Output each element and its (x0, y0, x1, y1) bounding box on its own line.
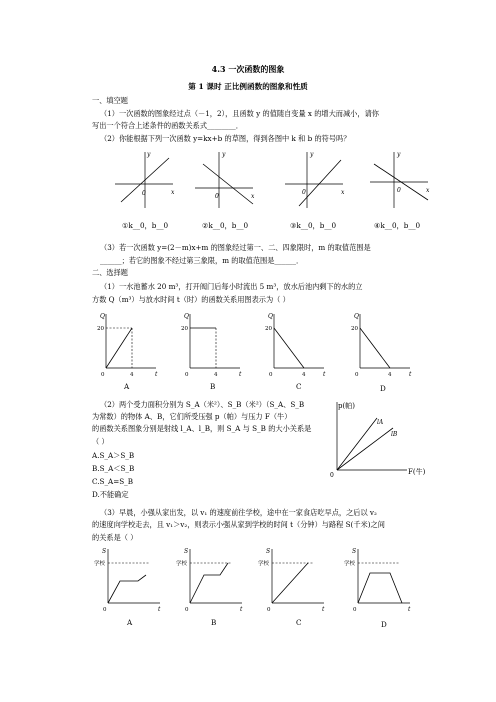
axis-label-t: t (240, 606, 243, 613)
water-option-d: D (380, 384, 386, 393)
tick-label-20: 20 (97, 326, 104, 332)
choice-q3-line3: 的关系是（ ） (92, 533, 138, 542)
origin-label: 0 (185, 607, 189, 613)
sketch-graph-3 (285, 150, 355, 210)
svg-text:0: 0 (397, 187, 401, 194)
lesson-subtitle: 第 1 课时 正比例函数的图象和性质 (188, 82, 308, 91)
svg-text:x: x (251, 193, 255, 200)
sketch-caption-1: ①k__0，b__0 (122, 221, 169, 230)
choice-q2-line4: （ ） (92, 437, 109, 446)
school-label: 学校 (94, 561, 106, 567)
svg-text:y: y (222, 151, 226, 158)
fill-q1-line2: 写出一个符合上述条件的函数关系式________． (92, 121, 243, 130)
axis-label-t: t (239, 371, 242, 378)
page-title: 4.3 一次函数的图象 (211, 64, 285, 74)
origin-label: 0 (355, 372, 359, 378)
axis-label-t: t (323, 371, 326, 378)
origin-label: 0 (269, 372, 273, 378)
water-option-b: B (210, 382, 216, 391)
school-label: 学校 (176, 561, 188, 567)
choice-q1-line2: 方数 Q（m³）与放水时间 t（时）的函数关系用图表示为（ ） (92, 295, 290, 304)
svg-text:x: x (426, 187, 430, 194)
route-option-b: B (211, 618, 217, 627)
axis-label-t: t (409, 371, 412, 378)
choice-q2-line1: （2）两个受力面积分别为 S_A（米²）、S_B（米²）（S_A、S_B (100, 400, 305, 409)
origin-label: 0 (353, 607, 357, 613)
fill-q2: （2）你能根据下列一次函数 y=kx+b 的草图，得到各图中 k 和 b 的符号吗？ (100, 134, 351, 143)
axis-label-t: t (408, 606, 411, 613)
section-heading-choice: 二、选择题 (92, 268, 128, 277)
route-graph-c (258, 545, 330, 615)
origin-label: 0 (101, 372, 105, 378)
water-graph-d (350, 310, 414, 380)
sketch-caption-3: ③k__0，b__0 (290, 221, 337, 230)
route-option-d: D (381, 620, 387, 629)
route-graph-b (176, 545, 248, 615)
sketch-caption-2: ②k__0，b__0 (202, 221, 249, 230)
tick-label-20: 20 (265, 326, 272, 332)
fill-q3-line2: ______；若它的图象不经过第三象限，m 的取值范围是______． (100, 256, 304, 265)
axis-label-s: S (352, 548, 357, 555)
svg-text:0: 0 (302, 189, 306, 196)
pressure-option-b: B.S_A＜S_B (92, 464, 135, 473)
svg-text:y: y (147, 151, 151, 158)
choice-q1-line1: （1）一水池蓄水 20 m³，打开阀门后每小时流出 5 m³，放水后池内剩下的水的立 (100, 282, 363, 291)
water-option-a: A (124, 382, 130, 391)
svg-text:0: 0 (142, 190, 146, 197)
axis-label-t: t (322, 606, 325, 613)
ray-label-lb: lB (391, 431, 398, 438)
school-label: 学校 (344, 561, 356, 567)
tick-label-4: 4 (302, 372, 306, 378)
choice-q2-line2: 为常数）的物体 A、B，它们所受压强 p（帕）与压力 F（牛） (92, 412, 292, 421)
axis-label-t: t (155, 371, 158, 378)
tick-label-4: 4 (130, 372, 134, 378)
tick-label-20: 20 (351, 326, 358, 332)
pressure-force-chart (325, 398, 435, 478)
route-option-a: A (127, 618, 133, 627)
tick-label-20: 20 (181, 326, 188, 332)
axis-label-q: Q (184, 313, 189, 320)
axis-label-s: S (184, 548, 189, 555)
pressure-option-c: C.S_A=S_B (92, 477, 134, 486)
axis-label-s: S (266, 548, 271, 555)
origin-label: 0 (185, 372, 189, 378)
tick-label-4: 4 (388, 372, 392, 378)
axis-label-q: Q (354, 313, 359, 320)
tick-label-4: 4 (214, 372, 218, 378)
axis-label-p: p(帕) (338, 402, 355, 410)
svg-text:y: y (397, 151, 401, 158)
svg-text:0: 0 (215, 193, 219, 200)
pressure-option-a: A.S_A＞S_B (92, 451, 135, 460)
axis-label-q: Q (100, 313, 105, 320)
section-heading-fill: 一、填空题 (92, 96, 128, 105)
pressure-option-d: D.不能确定 (92, 490, 129, 499)
sketch-graph-2 (195, 150, 265, 210)
sketch-graph-1 (115, 150, 185, 210)
svg-text:x: x (171, 189, 175, 196)
axis-label-s: S (102, 548, 107, 555)
fill-q1-line1: （1）一次函数的图象经过点（－1，2），且函数 y 的值随自变量 x 的增大而减小，请你 (100, 109, 379, 118)
axis-label-q: Q (268, 313, 273, 320)
svg-text:x: x (341, 189, 345, 196)
axis-label-f: F(牛) (408, 468, 426, 476)
origin-label: 0 (267, 607, 271, 613)
route-option-c: C (296, 618, 302, 627)
water-graph-b (180, 310, 244, 380)
route-graph-a (94, 545, 166, 615)
svg-text:y: y (310, 151, 314, 158)
fill-q3-line1: （3）若一次函数 y=(2－m)x+m 的图象经过第一、二、四象限时，m 的取值范围是 (100, 243, 371, 252)
origin-label: 0 (103, 607, 107, 613)
choice-q3-line1: （3）早晨，小强从家出发，以 v₁ 的速度前往学校，途中在一家食店吃早点，之后以 v₂ (100, 508, 377, 517)
sketch-graph-4 (370, 150, 440, 210)
route-graph-d (344, 545, 416, 615)
ray-label-la: lA (377, 419, 384, 426)
sketch-caption-4: ④k__0，b__0 (374, 221, 421, 230)
choice-q2-line3: 的函数关系图象分别是射线 l_A、l_B，则 S_A 与 S_B 的大小关系是 (92, 424, 312, 433)
axis-label-t: t (158, 606, 161, 613)
origin-label: 0 (330, 472, 334, 479)
water-graph-c (264, 310, 328, 380)
water-graph-a (96, 310, 160, 380)
water-option-c: C (296, 382, 302, 391)
choice-q3-line2: 的速度向学校走去，且 v₁＞v₂，则表示小强从家到学校的时间 t（分钟）与路程 S(千米)之间 (92, 520, 385, 529)
school-label: 学校 (258, 561, 270, 567)
